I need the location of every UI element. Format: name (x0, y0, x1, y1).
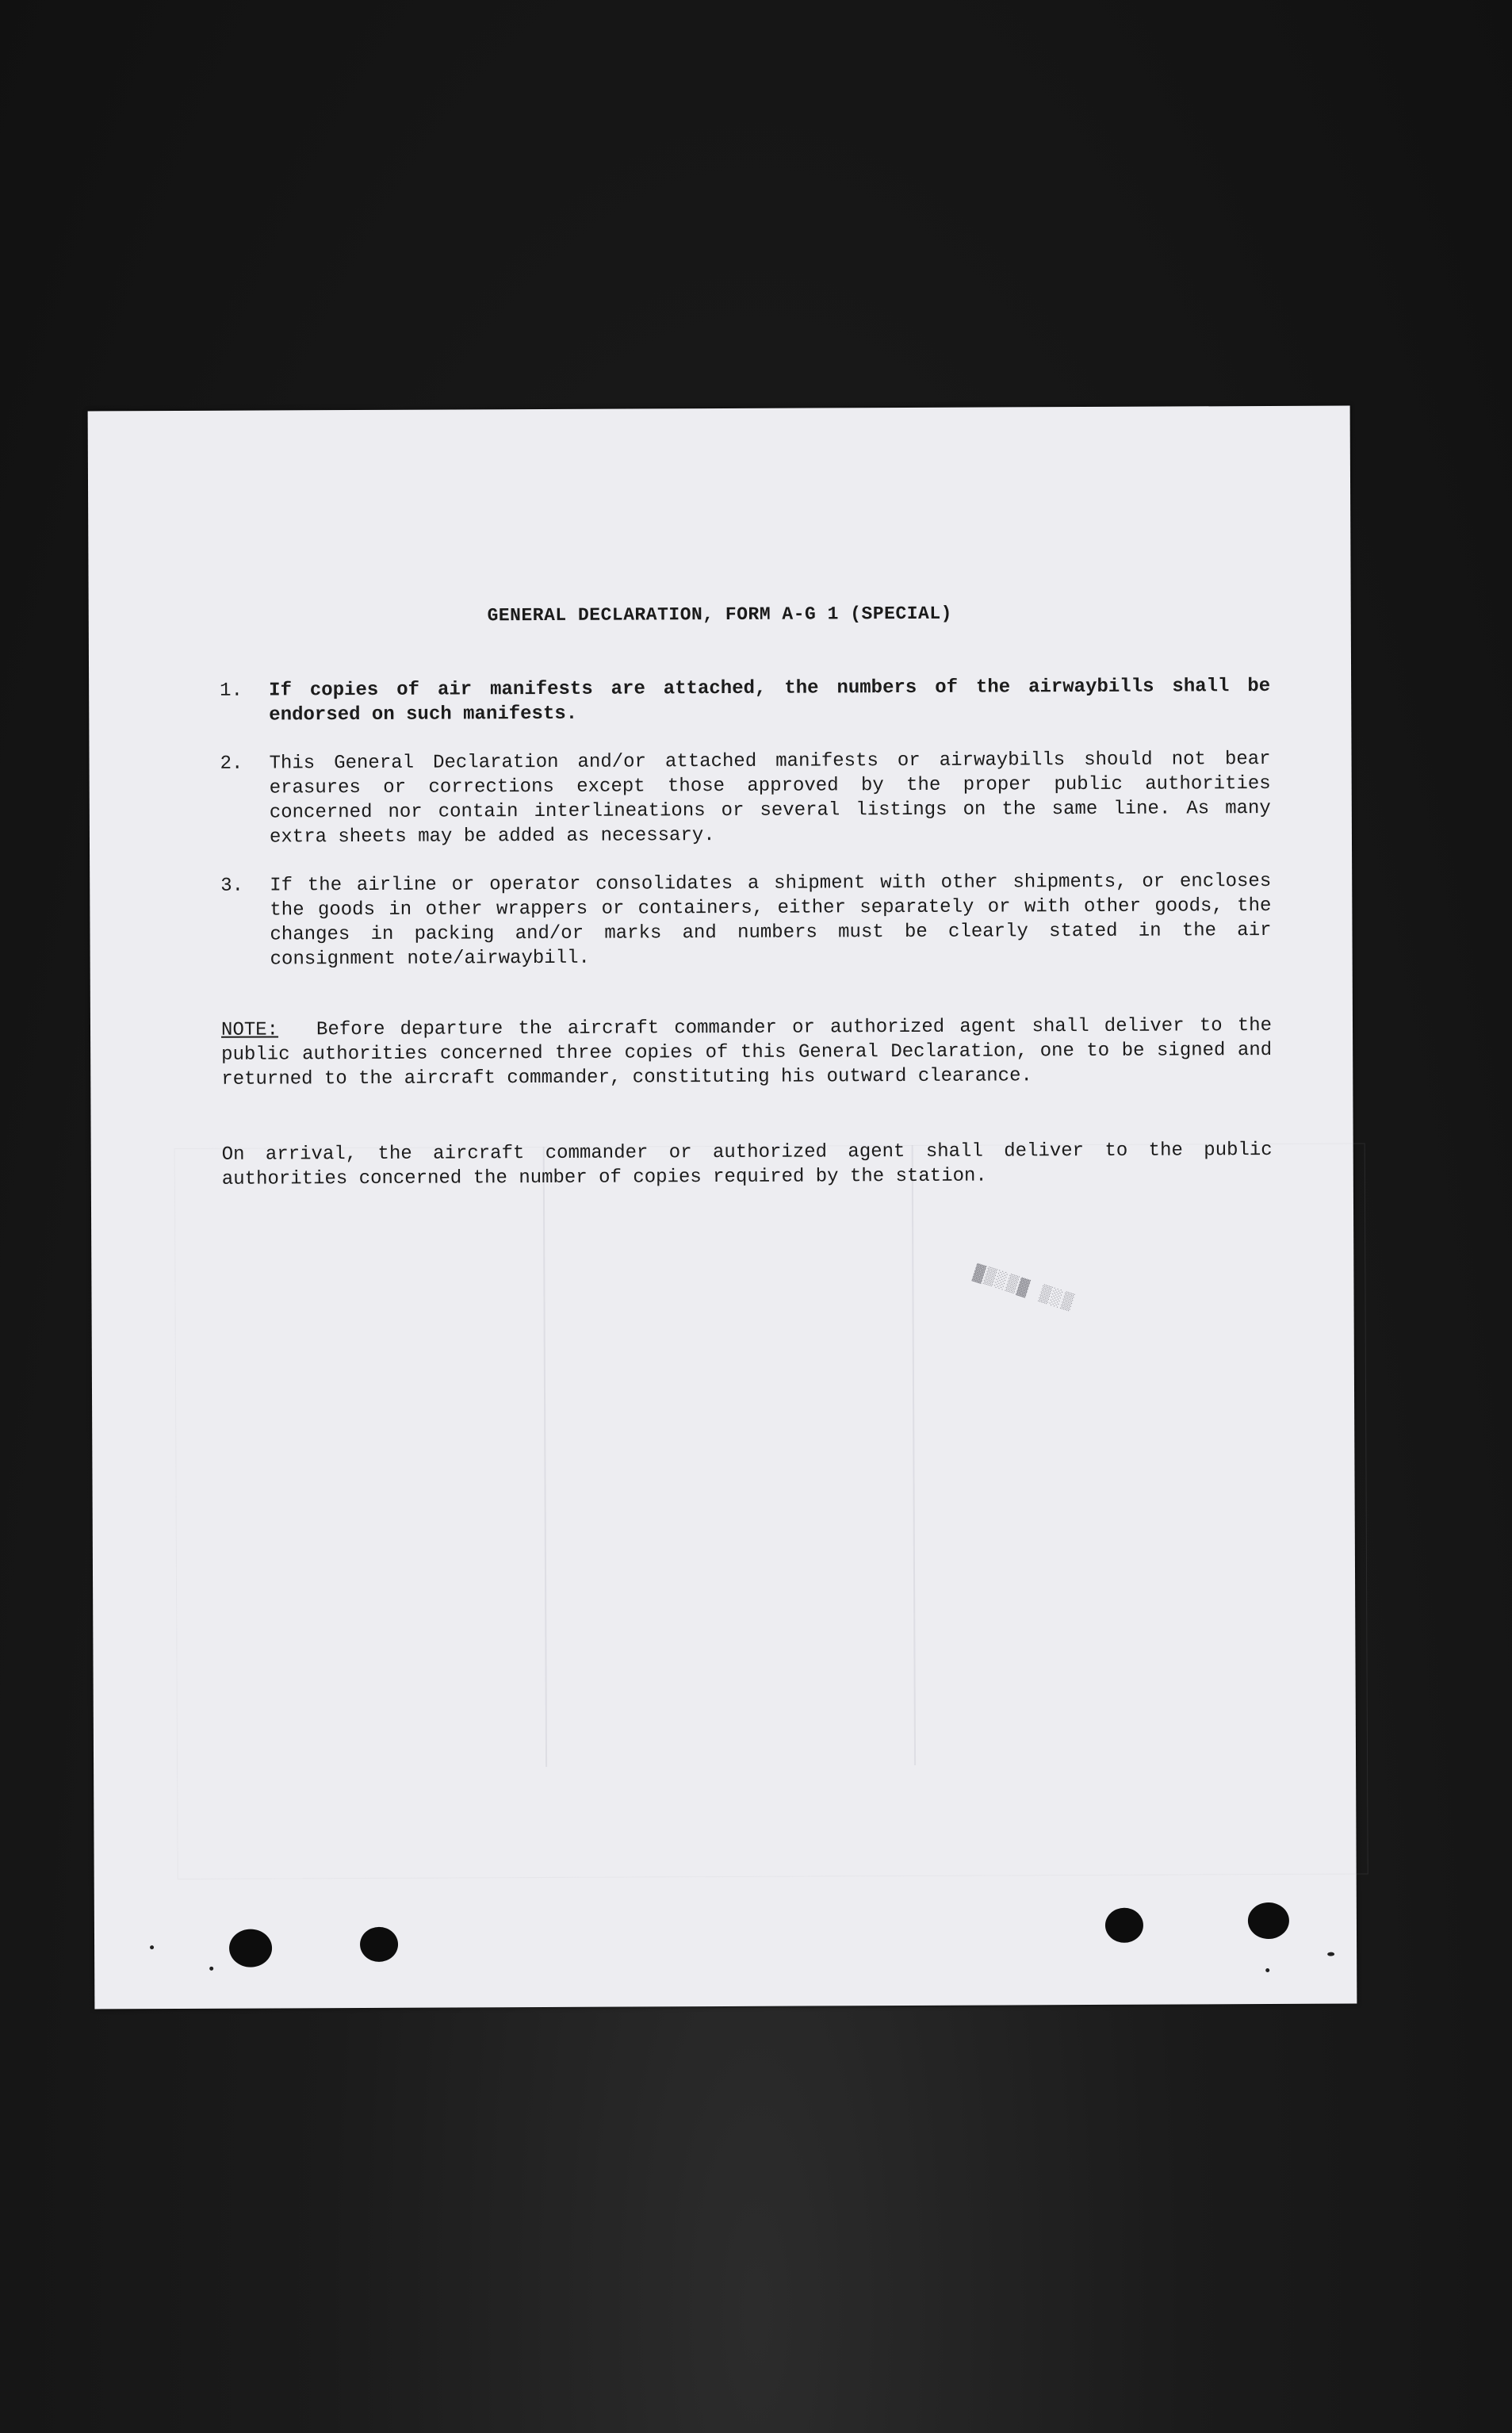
note-text: Before departure the aircraft commander or authorized agent shall deliver to the public authorities concerned three copies of this General Declaration, one to be signed and returned to the aircraft commander, constituting his outward clearance. (221, 1014, 1273, 1090)
show-through-form-grid (174, 1143, 1368, 1879)
arrival-paragraph: On arrival, the aircraft commander or authorized agent shall deliver to the public authorities concerned the number of copies required by the station. (221, 1139, 1273, 1190)
note-paragraph (221, 1013, 1272, 1092)
list-item (220, 747, 1271, 850)
item-text: If the airline or operator consolidates a shipment with other shipments, or encloses the goods in other wrappers or containers, either separately or with other goods, the changes in packing and/or marks and numbers must be clearly stated in the air consignment note/airwaybill. (270, 870, 1272, 971)
item-text: If copies of air manifests are attached, the numbers of the airwaybills shall be endorsed on such manifests. (269, 675, 1271, 726)
document-page (88, 406, 1357, 2010)
list-item (220, 869, 1272, 972)
speck (1265, 1968, 1269, 1972)
item-text: This General Declaration and/or attached manifests or airwaybills should not bear erasures or corrections except those approved by the proper public authorities concerned nor contain interlineations or several listings on the same line. As many extra sheets may be added as necessary. (269, 748, 1271, 849)
speck (1327, 1952, 1334, 1956)
document-title: GENERAL DECLARATION, FORM A-G 1 (SPECIAL) (487, 603, 952, 626)
faded-stamp: ▓▒░▒▓ ▒░▒ (971, 1263, 1077, 1313)
speck (209, 1967, 213, 1971)
punch-hole (229, 1929, 272, 1967)
instruction-list (220, 674, 1272, 996)
item-number: 1. (220, 680, 243, 702)
punch-hole (1105, 1908, 1143, 1943)
item-number: 3. (220, 875, 244, 897)
punch-hole (360, 1927, 398, 1962)
item-number: 2. (220, 753, 243, 775)
punch-hole (1248, 1902, 1289, 1939)
list-item (220, 674, 1270, 728)
note-label: NOTE: (220, 1019, 279, 1041)
speck (150, 1945, 154, 1949)
